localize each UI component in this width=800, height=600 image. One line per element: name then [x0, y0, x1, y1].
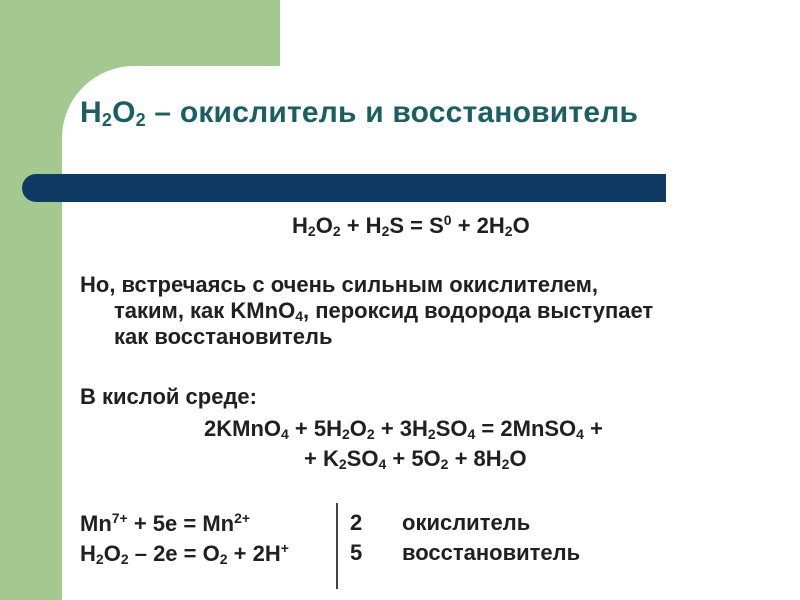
- coefficient-reducer: 5: [350, 540, 363, 565]
- paragraph-line-3: как восстановитель: [114, 324, 333, 349]
- half-reaction-mn: $Mn^{7+} + 5e = Mn^{2+}$: [80, 510, 251, 536]
- role-oxidizer: окислитель: [402, 510, 531, 535]
- paragraph-line-2: таким, как KMnO$_4$, пероксид водорода выступает: [114, 298, 654, 324]
- title-underline-bar: [22, 174, 666, 202]
- paragraph-line-1: Но, встречаясь с очень сильным окислителем,: [80, 272, 599, 297]
- equation-kmno4-line-2: + $K_2SO_4 + 5O_2 + 8H_2O$: [304, 446, 527, 472]
- balance-divider-line: [336, 503, 338, 589]
- coefficient-oxidizer: 2: [350, 510, 363, 535]
- half-reaction-h2o2: $H_2O_2 - 2e = O_2 + 2H^+$: [80, 540, 289, 567]
- role-reducer: восстановитель: [402, 540, 581, 565]
- equation-h2o2-h2s: $H_2O_2 + H_2S = S^0 + 2H_2O$: [292, 212, 530, 239]
- equation-kmno4-line-1: 2KMnO$_4$ + $5H_2O_2 + 3H_2SO_4$ = 2MnSO$_4$ +: [204, 416, 603, 442]
- slide-title: $H_2O_2$ – окислитель и восстановитель: [80, 96, 639, 130]
- acidic-medium-label: В кислой среде:: [80, 384, 257, 409]
